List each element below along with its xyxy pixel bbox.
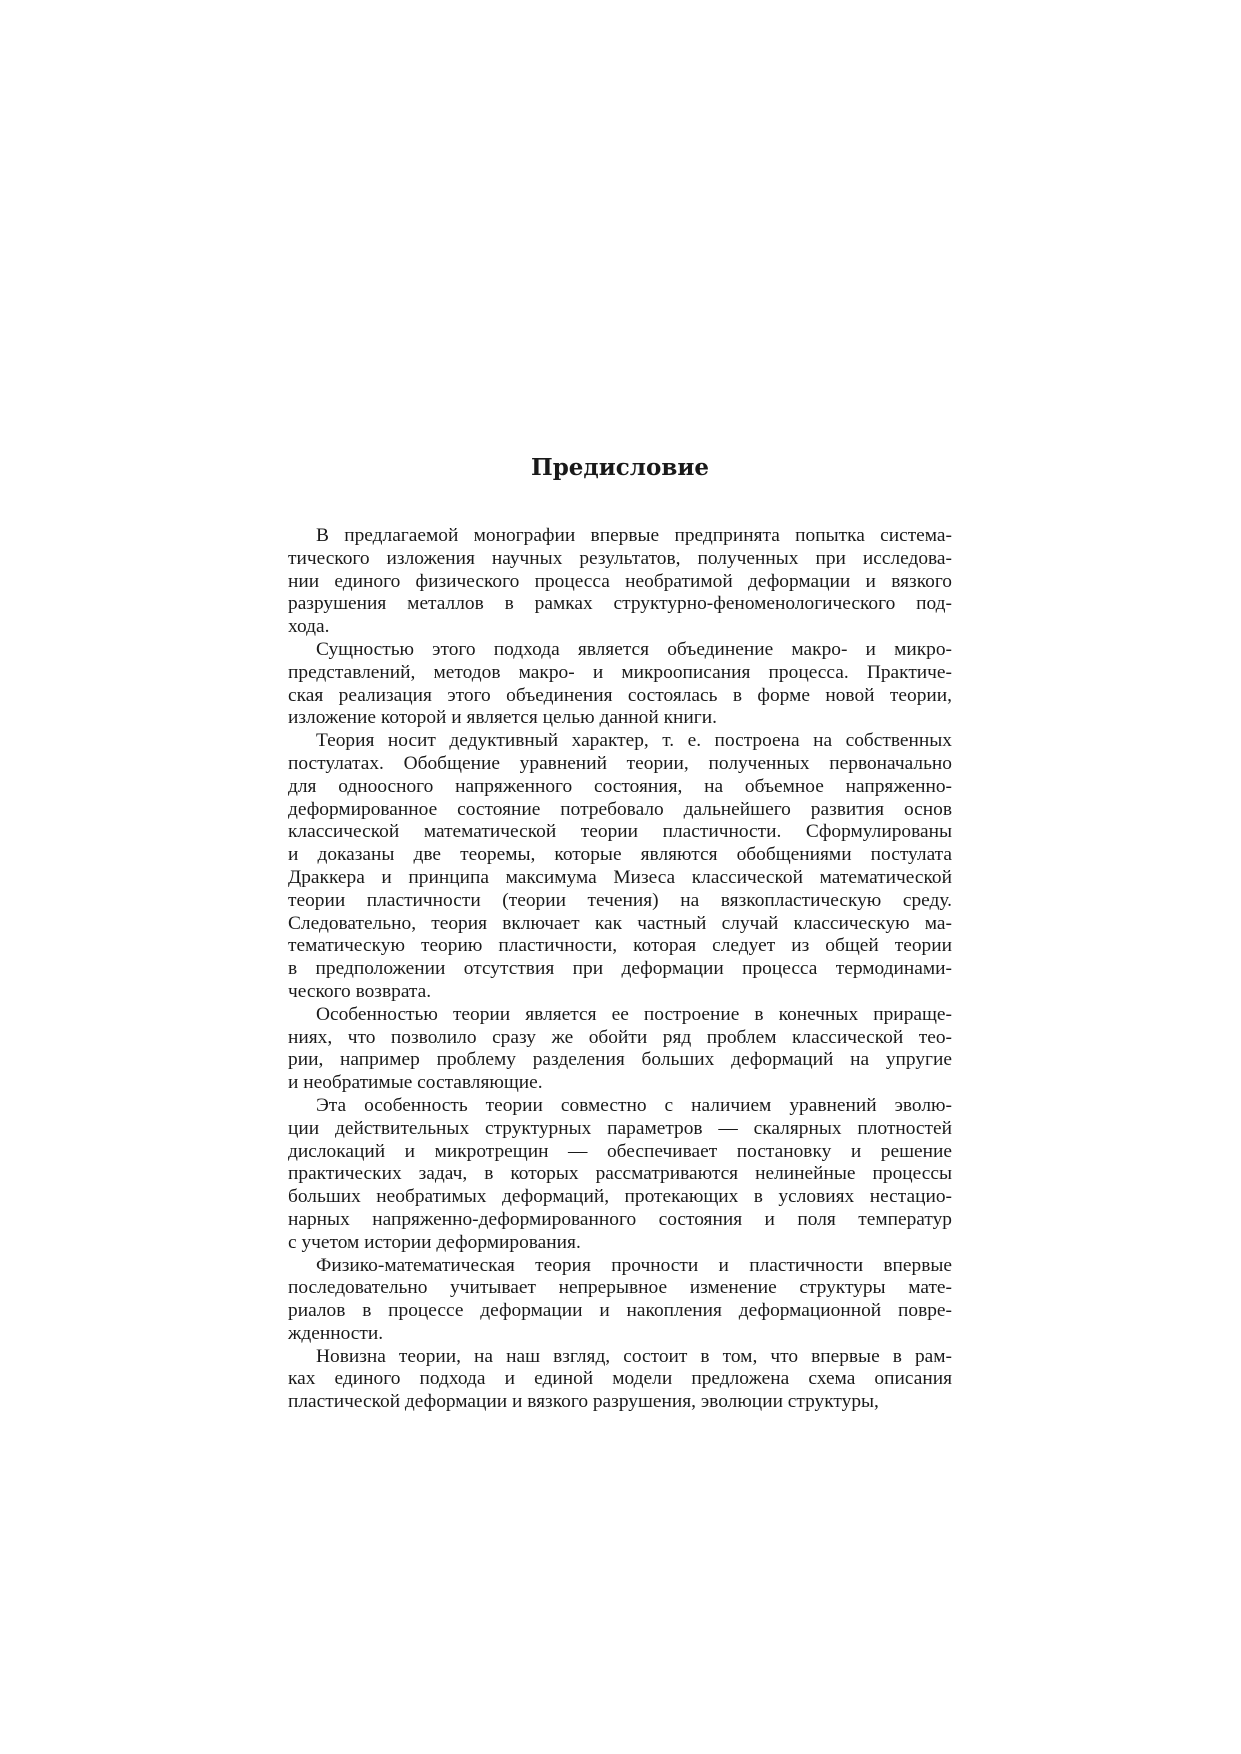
text-line: ках единого подхода и единой модели предложена схема описания [288,1368,952,1390]
text-line: теории пластичности (теории течения) на вязкопластическую среду. [288,889,952,911]
text-line: и необратимые составляющие. [288,1072,543,1094]
paragraph [288,730,952,1004]
paragraph [288,639,952,730]
text-line: Драккера и принципа максимума Мизеса классической математической [288,866,952,888]
text-line: Особенностью теории является ее построение в конечных прираще- [316,1003,952,1025]
text-line: хода. [288,616,330,638]
text-line: Физико-математическая теория прочности и пластичности впервые [316,1254,952,1276]
text-line: дислокаций и микротрещин — обеспечивает постановку и решение [288,1140,952,1162]
text-line: нии единого физического процесса необратимой деформации и вязкого [288,570,952,592]
text-line: в предположении отсутствия при деформации процесса термодинами- [288,958,952,980]
paragraph [288,1004,952,1095]
text-line: деформированное состояние потребовало дальнейшего развития основ [288,798,952,820]
text-line: постулатах. Обобщение уравнений теории, полученных первоначально [288,752,952,774]
text-line: ческого возврата. [288,980,432,1002]
text-line: и доказаны две теоремы, которые являются обобщениями постулата [288,844,952,866]
body-text [288,525,952,1414]
text-line: изложение которой и является целью данной книги. [288,707,717,729]
text-line: Новизна теории, на наш взгляд, состоит в том, что впервые в рам- [316,1345,952,1367]
text-line: практических задач, в которых рассматриваются нелинейные процессы [288,1163,952,1185]
text-line: для одноосного напряженного состояния, на объемное напряженно- [288,775,952,797]
text-line: Сущностью этого подхода является объединение макро- и микро- [316,638,952,660]
text-line: Теория носит дедуктивный характер, т. е. построена на собственных [316,730,952,752]
paragraph [288,1255,952,1346]
text-line: представлений, методов макро- и микроописания процесса. Практиче- [288,661,952,683]
paragraph [288,525,952,639]
paragraph [288,1095,952,1255]
text-line: ниях, что позволило сразу же обойти ряд проблем классической тео- [288,1026,952,1048]
text-line: с учетом истории деформирования. [288,1231,581,1253]
text-line: пластической деформации и вязкого разрушения, эволюции структуры, [288,1391,879,1413]
text-line: классической математической теории пластичности. Сформулированы [288,821,952,843]
text-line: больших необратимых деформаций, протекающих в условиях нестацио- [288,1186,952,1208]
text-line: тического изложения научных результатов, полученных при исследова- [288,547,952,569]
text-line: разрушения металлов в рамках структурно-феноменологического под- [288,593,952,615]
text-line: ская реализация этого объединения состоялась в форме новой теории, [288,684,952,706]
text-line: Следовательно, теория включает как частный случай классическую ма- [288,912,952,934]
text-line: ции действительных структурных параметров — скалярных плотностей [288,1117,952,1139]
text-line: риалов в процессе деформации и накопления деформационной повре- [288,1300,952,1322]
text-line: рии, например проблему разделения больших деформаций на упругие [288,1049,952,1071]
text-line: В предлагаемой монографии впервые предпринята попытка система- [316,525,952,546]
text-line: последовательно учитывает непрерывное изменение структуры мате- [288,1277,952,1299]
page-title: Предисловие [530,454,710,481]
text-line: тематическую теорию пластичности, которая следует из общей теории [288,935,952,957]
text-line: нарных напряженно-деформированного состояния и поля температур [288,1208,952,1230]
paragraph [288,1346,952,1414]
text-line: Эта особенность теории совместно с наличием уравнений эволю- [316,1094,952,1116]
text-line: жденности. [288,1322,384,1344]
